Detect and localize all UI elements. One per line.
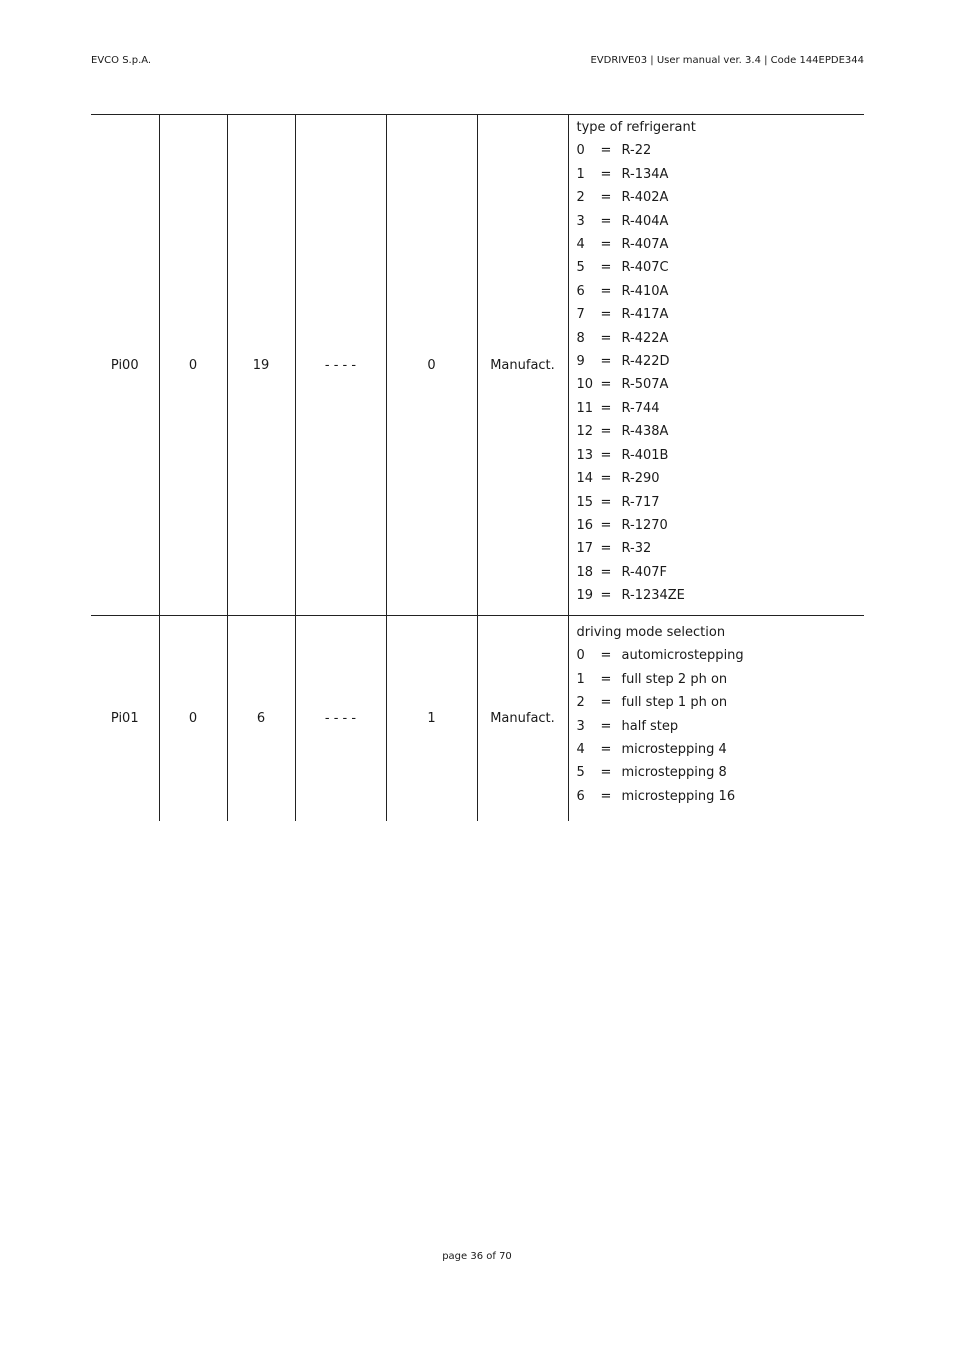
param-unit: - - - - xyxy=(295,616,386,822)
param-level: Manufact. xyxy=(477,616,568,822)
option-num: 12 xyxy=(576,424,594,440)
param-description xyxy=(568,616,864,822)
param-default: 0 xyxy=(386,115,477,616)
parameter-table xyxy=(91,114,864,821)
option-eq: = xyxy=(600,190,612,206)
option-item xyxy=(577,420,865,443)
option-num: 2 xyxy=(576,190,585,206)
option-eq: = xyxy=(600,564,612,580)
option-text: R-417A xyxy=(621,307,669,323)
option-text: R-717 xyxy=(621,494,660,510)
option-text: R-422D xyxy=(621,354,670,370)
option-num: 5 xyxy=(576,765,585,781)
option-text: microstepping 8 xyxy=(621,765,727,781)
option-item xyxy=(577,210,865,233)
option-num: 0 xyxy=(576,648,585,664)
option-num: 4 xyxy=(576,237,585,253)
option-item xyxy=(577,491,865,514)
option-item xyxy=(577,303,865,326)
option-num: 16 xyxy=(576,517,594,533)
option-eq: = xyxy=(600,494,612,510)
option-text: R-407F xyxy=(621,564,667,580)
option-item xyxy=(577,584,865,607)
option-eq: = xyxy=(600,143,612,159)
option-item xyxy=(577,397,865,420)
option-eq: = xyxy=(600,788,612,804)
option-item xyxy=(577,280,865,303)
option-eq: = xyxy=(600,718,612,734)
option-num: 8 xyxy=(576,330,585,346)
option-num: 7 xyxy=(576,307,585,323)
option-item xyxy=(577,537,865,560)
option-text: R-404A xyxy=(621,213,669,229)
option-item xyxy=(577,444,865,467)
option-text: R-290 xyxy=(621,471,660,487)
option-text: R-22 xyxy=(621,143,652,159)
table-row xyxy=(91,115,864,616)
option-text: R-32 xyxy=(621,541,652,557)
option-item xyxy=(577,350,865,373)
option-text: half step xyxy=(621,718,679,734)
option-num: 1 xyxy=(576,166,585,182)
option-item xyxy=(577,163,865,186)
option-text: R-1270 xyxy=(621,517,668,533)
option-num: 0 xyxy=(576,143,585,159)
option-item xyxy=(577,327,865,350)
page-number: page 36 of 70 xyxy=(442,1251,512,1262)
option-num: 18 xyxy=(576,564,594,580)
option-text: R-1234ZE xyxy=(621,588,685,604)
option-item xyxy=(577,668,865,691)
option-text: R-410A xyxy=(621,283,669,299)
header-document-info: EVDRIVE03 | User manual ver. 3.4 | Code 144EPDE344 xyxy=(590,55,864,66)
option-item xyxy=(577,785,865,808)
table-row xyxy=(91,616,864,822)
option-item xyxy=(577,738,865,761)
option-text: R-407C xyxy=(621,260,669,276)
option-num: 4 xyxy=(576,742,585,758)
option-text: R-134A xyxy=(621,166,669,182)
option-text: R-744 xyxy=(621,400,660,416)
param-code: Pi00 xyxy=(91,115,159,616)
option-num: 13 xyxy=(576,447,594,463)
param-description xyxy=(568,115,864,616)
option-item xyxy=(577,233,865,256)
option-eq: = xyxy=(600,307,612,323)
option-num: 2 xyxy=(576,695,585,711)
option-eq: = xyxy=(600,330,612,346)
option-num: 6 xyxy=(576,788,585,804)
option-text: R-507A xyxy=(621,377,669,393)
option-item xyxy=(577,514,865,537)
option-text: R-438A xyxy=(621,424,669,440)
header-company: EVCO S.p.A. xyxy=(91,55,152,66)
option-eq: = xyxy=(600,166,612,182)
option-item xyxy=(577,715,865,738)
option-item xyxy=(577,139,865,162)
option-eq: = xyxy=(600,354,612,370)
option-num: 1 xyxy=(576,671,585,687)
option-eq: = xyxy=(600,447,612,463)
option-eq: = xyxy=(600,588,612,604)
param-default: 1 xyxy=(386,616,477,822)
option-text: R-402A xyxy=(621,190,669,206)
option-num: 11 xyxy=(576,400,594,416)
option-num: 9 xyxy=(576,354,585,370)
option-list xyxy=(577,644,865,808)
option-text: R-401B xyxy=(621,447,669,463)
option-text: full step 2 ph on xyxy=(621,671,728,687)
option-eq: = xyxy=(600,260,612,276)
option-eq: = xyxy=(600,742,612,758)
option-num: 14 xyxy=(576,471,594,487)
option-eq: = xyxy=(600,695,612,711)
description-title: driving mode selection xyxy=(576,625,726,640)
option-eq: = xyxy=(600,671,612,687)
description-title: type of refrigerant xyxy=(576,120,696,135)
option-num: 3 xyxy=(576,213,585,229)
option-eq: = xyxy=(600,541,612,557)
option-item xyxy=(577,561,865,584)
option-eq: = xyxy=(600,765,612,781)
option-eq: = xyxy=(600,283,612,299)
param-code: Pi01 xyxy=(91,616,159,822)
option-list xyxy=(577,139,865,607)
option-item xyxy=(577,373,865,396)
param-max: 6 xyxy=(227,616,295,822)
option-eq: = xyxy=(600,648,612,664)
option-eq: = xyxy=(600,237,612,253)
option-text: automicrostepping xyxy=(621,648,744,664)
option-num: 19 xyxy=(576,588,594,604)
option-num: 17 xyxy=(576,541,594,557)
param-min: 0 xyxy=(159,115,227,616)
option-item xyxy=(577,256,865,279)
option-text: full step 1 ph on xyxy=(621,695,728,711)
option-eq: = xyxy=(600,213,612,229)
option-num: 5 xyxy=(576,260,585,276)
option-item xyxy=(577,186,865,209)
option-text: microstepping 4 xyxy=(621,742,727,758)
option-item xyxy=(577,644,865,667)
param-level: Manufact. xyxy=(477,115,568,616)
option-text: R-422A xyxy=(621,330,669,346)
option-num: 3 xyxy=(576,718,585,734)
option-text: R-407A xyxy=(621,237,669,253)
option-item xyxy=(577,467,865,490)
option-eq: = xyxy=(600,400,612,416)
option-item xyxy=(577,691,865,714)
option-eq: = xyxy=(600,517,612,533)
option-num: 10 xyxy=(576,377,594,393)
option-eq: = xyxy=(600,471,612,487)
option-num: 15 xyxy=(576,494,594,510)
option-num: 6 xyxy=(576,283,585,299)
param-min: 0 xyxy=(159,616,227,822)
option-item xyxy=(577,761,865,784)
param-max: 19 xyxy=(227,115,295,616)
option-eq: = xyxy=(600,424,612,440)
option-text: microstepping 16 xyxy=(621,788,736,804)
param-unit: - - - - xyxy=(295,115,386,616)
option-eq: = xyxy=(600,377,612,393)
